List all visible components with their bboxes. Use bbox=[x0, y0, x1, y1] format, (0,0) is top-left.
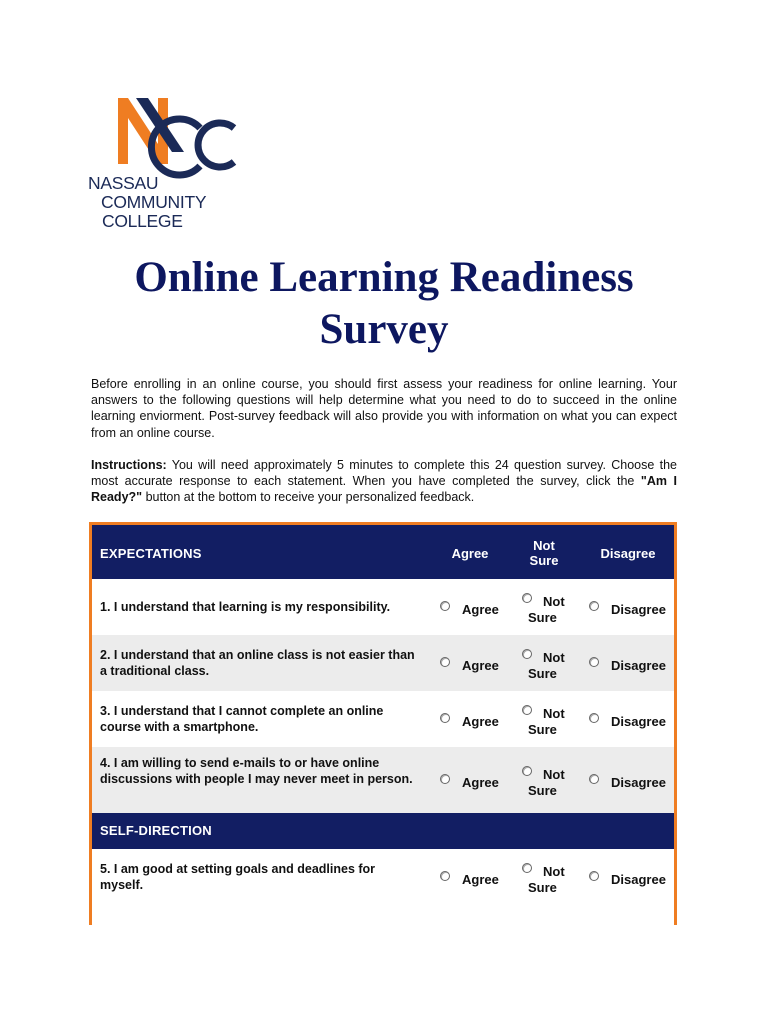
option-label-sure: Sure bbox=[528, 666, 557, 681]
radio-disagree[interactable] bbox=[589, 657, 599, 667]
option-label-disagree: Disagree bbox=[611, 775, 666, 790]
option-label-sure: Sure bbox=[528, 880, 557, 895]
option-label-not: Not bbox=[543, 594, 565, 609]
logo-line-nassau: NASSAU bbox=[88, 173, 159, 193]
am-i-ready-reference: "Am I Ready?" bbox=[91, 474, 677, 505]
option-label-disagree: Disagree bbox=[611, 602, 666, 617]
radio-agree[interactable] bbox=[440, 657, 450, 667]
logo-line-community: COMMUNITY bbox=[101, 192, 207, 212]
title-line-2: Survey bbox=[319, 306, 449, 353]
radio-agree[interactable] bbox=[440, 713, 450, 723]
ncc-monogram-icon bbox=[88, 90, 238, 180]
option-label-not: Not bbox=[543, 864, 565, 879]
radio-not-sure[interactable] bbox=[522, 863, 532, 873]
logo-line-college: COLLEGE bbox=[102, 211, 183, 231]
title-line-1: Online Learning Readiness bbox=[134, 254, 634, 301]
radio-agree[interactable] bbox=[440, 774, 450, 784]
question-text: 4. I am willing to send e-mails to or have online discussions with people I may never meet in person. bbox=[100, 756, 413, 786]
instructions-label: Instructions: bbox=[91, 458, 167, 472]
column-header-agree: Agree bbox=[451, 546, 489, 561]
question-row-2 bbox=[92, 635, 674, 691]
option-label-not: Not bbox=[543, 767, 565, 782]
question-row-3 bbox=[92, 691, 674, 747]
question-text: 5. I am good at setting goals and deadlines for myself. bbox=[100, 862, 376, 892]
option-label-disagree: Disagree bbox=[611, 658, 666, 673]
survey-table bbox=[89, 522, 677, 925]
question-row-4 bbox=[92, 747, 674, 813]
page-title bbox=[0, 252, 768, 356]
radio-not-sure[interactable] bbox=[522, 593, 532, 603]
radio-not-sure[interactable] bbox=[522, 766, 532, 776]
intro-paragraph: Before enrolling in an online course, you should first assess your readiness for online learning. Your answers to the following questions will help determine what you need to do to succeed in the online learning enviorment. Post-survey feedback will also provide you with information on what you can expect from an online course. bbox=[91, 377, 677, 440]
college-logo bbox=[88, 90, 238, 232]
option-label-agree: Agree bbox=[462, 872, 499, 887]
option-label-not: Not bbox=[543, 650, 565, 665]
column-header-not-sure: Not Sure bbox=[529, 538, 559, 568]
radio-disagree[interactable] bbox=[589, 871, 599, 881]
instructions-text: You will need approximately 5 minutes to complete this 24 question survey. Choose the most accurate response to each statement. When you have completed the survey, click the bbox=[91, 458, 677, 489]
instructions-end: button at the bottom to receive your personalized feedback. bbox=[142, 490, 475, 505]
option-label-sure: Sure bbox=[528, 610, 557, 625]
radio-agree[interactable] bbox=[440, 871, 450, 881]
question-row-5 bbox=[92, 849, 674, 925]
radio-disagree[interactable] bbox=[589, 713, 599, 723]
option-label-sure: Sure bbox=[528, 783, 557, 798]
radio-not-sure[interactable] bbox=[522, 705, 532, 715]
column-header-disagree: Disagree bbox=[600, 546, 656, 561]
question-text: 1. I understand that learning is my responsibility. bbox=[100, 600, 391, 614]
radio-not-sure[interactable] bbox=[522, 649, 532, 659]
option-label-not: Not bbox=[543, 706, 565, 721]
option-label-disagree: Disagree bbox=[611, 714, 666, 729]
section-header-self-direction bbox=[92, 813, 674, 849]
section-header-expectations bbox=[92, 525, 674, 579]
option-label-disagree: Disagree bbox=[611, 872, 666, 887]
option-label-agree: Agree bbox=[462, 602, 499, 617]
radio-agree[interactable] bbox=[440, 601, 450, 611]
radio-disagree[interactable] bbox=[589, 601, 599, 611]
question-row-1 bbox=[92, 579, 674, 635]
option-label-agree: Agree bbox=[462, 658, 499, 673]
instructions-paragraph bbox=[91, 457, 677, 506]
question-text: 3. I understand that I cannot complete an online course with a smartphone. bbox=[100, 704, 384, 734]
section-title: SELF-DIRECTION bbox=[100, 823, 212, 838]
question-text: 2. I understand that an online class is not easier than a traditional class. bbox=[100, 648, 415, 678]
section-title: EXPECTATIONS bbox=[100, 546, 202, 561]
option-label-agree: Agree bbox=[462, 714, 499, 729]
option-label-agree: Agree bbox=[462, 775, 499, 790]
option-label-sure: Sure bbox=[528, 722, 557, 737]
radio-disagree[interactable] bbox=[589, 774, 599, 784]
